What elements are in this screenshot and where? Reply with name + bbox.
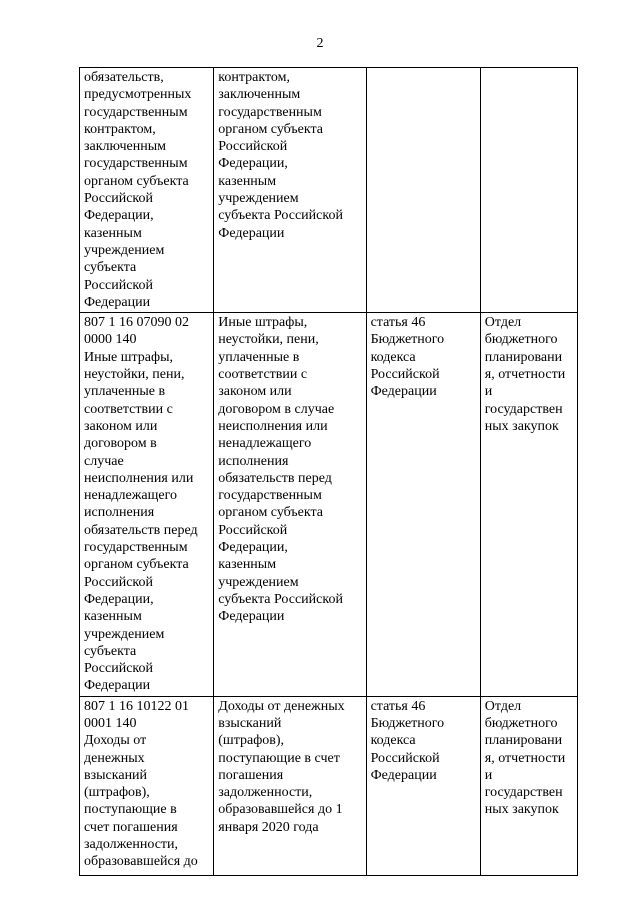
- table-cell-code: [80, 68, 214, 313]
- cell-text: статья 46 Бюджетного кодекса Российской Федерации: [370, 698, 445, 783]
- table-cell-code: [80, 696, 214, 875]
- table-cell-basis: [366, 68, 480, 313]
- cell-text: 807 1 16 10122 01 0001 140 Доходы от денежных взысканий (штрафов), поступающие в счет погашения задолженности, образовавшейся до: [84, 698, 198, 870]
- table-row: [80, 313, 578, 697]
- table-row: [80, 68, 578, 313]
- cell-text: Доходы от денежных взысканий (штрафов), поступающие в счет погашения задолженности, образовавшейся до 1 января 2020 года: [218, 698, 345, 835]
- table-cell-code: [80, 313, 214, 697]
- table-cell-department: [480, 68, 577, 313]
- table-cell-name: [214, 68, 366, 313]
- table-cell-basis: [366, 313, 480, 697]
- table-cell-department: [480, 696, 577, 875]
- cell-text: 807 1 16 07090 02 0000 140 Иные штрафы, неустойки, пени, уплаченные в соответствии с законом или договором в случае неисполнения или ненадлежащего исполнения обязательств перед государственным органом субъекта Российской Федерации, казенным учреждением субъекта Российской Федерации: [84, 315, 198, 694]
- table-cell-name: [214, 696, 366, 875]
- revenue-table: [79, 67, 578, 876]
- cell-text: контрактом, заключенным государственным органом субъекта Российской Федерации, казенным учреждением субъекта Российской Федерации: [218, 70, 343, 241]
- table-cell-name: [214, 313, 366, 697]
- cell-text: статья 46 Бюджетного кодекса Российской Федерации: [370, 315, 445, 400]
- cell-text: Отдел бюджетного планировани я, отчетности и государствен ных закупок: [484, 698, 566, 818]
- page-number: 2: [316, 36, 324, 51]
- table-cell-basis: [366, 696, 480, 875]
- table-row: [80, 696, 578, 875]
- table-cell-department: [480, 313, 577, 697]
- cell-text: Иные штрафы, неустойки, пени, уплаченные в соответствии с законом или договором в случае неисполнения или ненадлежащего исполнения обязательств перед государственным органом субъекта Российской Федерации, казенным учреждением субъекта Российской Федерации: [218, 315, 343, 625]
- cell-text: обязательств, предусмотренных государственным контрактом, заключенным государственным органом субъекта Российской Федерации, казенным учреждением субъекта Российской Федерации: [84, 70, 192, 310]
- cell-text: Отдел бюджетного планировани я, отчетности и государствен ных закупок: [484, 315, 566, 434]
